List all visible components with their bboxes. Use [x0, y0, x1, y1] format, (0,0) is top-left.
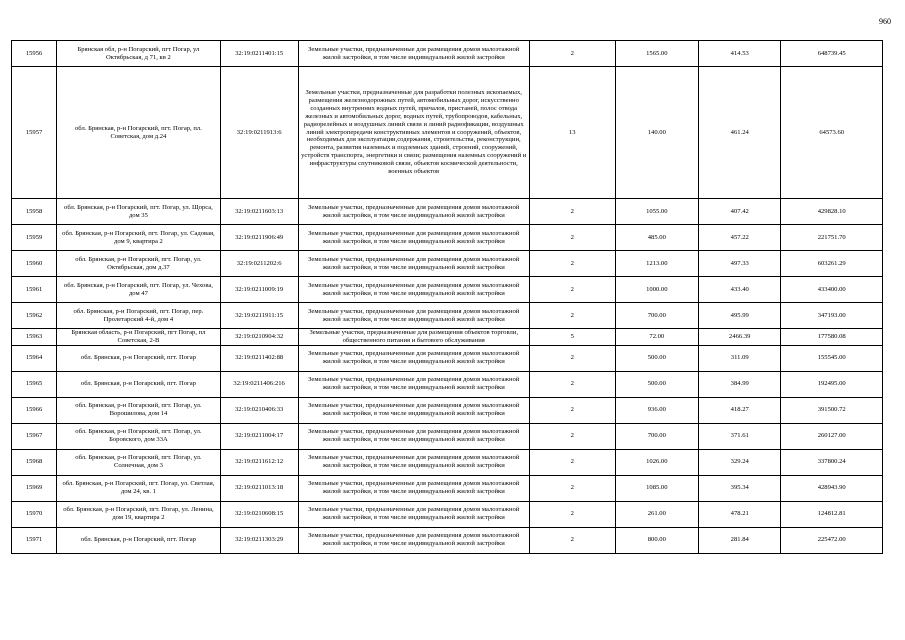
address-cell: обл. Брянская, р-н Погарский, пгт. Погар [57, 371, 221, 397]
area-cell: 500.00 [615, 371, 698, 397]
group-code-cell: 13 [529, 67, 615, 199]
specific-value-cell: 311.09 [699, 345, 781, 371]
area-cell: 261.00 [615, 501, 698, 527]
area-cell: 800.00 [615, 527, 698, 553]
group-code-cell: 2 [529, 251, 615, 277]
address-cell: обл. Брянская, р-н Погарский, пгт. Погар, ул. Боровского, дом 33А [57, 423, 221, 449]
table-row [12, 303, 883, 329]
group-code-cell: 2 [529, 303, 615, 329]
address-cell: обл. Брянская, р-н Погарский, пгт. Погар, ул. Октябрьская, дом д.37 [57, 251, 221, 277]
address-cell: обл. Брянская, р-н Погарский, пгт. Погар, ул. Солнечная, дом 3 [57, 449, 221, 475]
address-cell: обл. Брянская, р-н Погарский, пгт. Погар [57, 527, 221, 553]
table-row [12, 397, 883, 423]
land-use-cell: Земельные участки, предназначенные для размещения домов малоэтажной жилой застройки, в том числе индивидуальной жилой застройки [298, 225, 529, 251]
table-row [12, 449, 883, 475]
row-number-cell: 15962 [12, 303, 57, 329]
area-cell: 1565.00 [615, 41, 698, 67]
table-row [12, 251, 883, 277]
row-number-cell: 15969 [12, 475, 57, 501]
row-number-cell: 15958 [12, 199, 57, 225]
specific-value-cell: 407.42 [699, 199, 781, 225]
land-use-cell: Земельные участки, предназначенные для размещения домов малоэтажной жилой застройки, в том числе индивидуальной жилой застройки [298, 371, 529, 397]
address-cell: обл. Брянская, р-н Погарский, пгт. Погар, ул. Ворошилова, дом 14 [57, 397, 221, 423]
specific-value-cell: 418.27 [699, 397, 781, 423]
cadastral-number-cell: 32:19:0211013:18 [220, 475, 298, 501]
address-cell: обл. Брянская, р-н Погарский, пгт. Погар, ул. Чехова, дом 47 [57, 277, 221, 303]
table-row [12, 475, 883, 501]
cadastral-number-cell: 32:19:0211906:49 [220, 225, 298, 251]
table-row [12, 67, 883, 199]
area-cell: 1055.00 [615, 199, 698, 225]
group-code-cell: 2 [529, 449, 615, 475]
address-cell: обл. Брянская, р-н Погарский, пгт. Погар, пл. Советская, дом д.24 [57, 67, 221, 199]
table-row [12, 501, 883, 527]
cadastral-value-cell: 391500.72 [781, 397, 883, 423]
area-cell: 1213.00 [615, 251, 698, 277]
specific-value-cell: 414.53 [699, 41, 781, 67]
cadastral-value-cell: 192495.00 [781, 371, 883, 397]
area-cell: 500.00 [615, 345, 698, 371]
cadastral-value-cell: 603261.29 [781, 251, 883, 277]
land-registry-table [11, 40, 883, 554]
cadastral-number-cell: 32:19:0211303:29 [220, 527, 298, 553]
specific-value-cell: 384.99 [699, 371, 781, 397]
land-use-cell: Земельные участки, предназначенные для размещения домов малоэтажной жилой застройки, в том числе индивидуальной жилой застройки [298, 41, 529, 67]
group-code-cell: 2 [529, 397, 615, 423]
land-use-cell: Земельные участки, предназначенные для размещения домов малоэтажной жилой застройки, в том числе индивидуальной жилой застройки [298, 423, 529, 449]
table-row [12, 199, 883, 225]
land-use-cell: Земельные участки, предназначенные для разработки полезных ископаемых, размещения железнодорожных путей, автомобильных дорог, искусственно созданных внутренних водных путей, причалов, пристаней, полос отвода железных и автомобильных дорог, водных путей, трубопроводов, кабельных, радиорелейных и воздушных линий связи и линий радиофикации, воздушных линий электропередачи конструктивных элементов и сооружений, объектов, необходимых для эксплуатации,содержания, строительства, реконструкции, ремонта, развития наземных и подземных зданий, строений, сооружений, устройств транспорта, энергетики и связи; размещения наземных сооружений и инфраструктуры спутниковой связи, объектов космической деятельности, военных объектов [298, 67, 529, 199]
cadastral-value-cell: 337800.24 [781, 449, 883, 475]
address-cell: обл. Брянская, р-н Погарский, пгт. Погар, ул. Садовая, дом 9, квартира 2 [57, 225, 221, 251]
cadastral-number-cell: 32:19:0211913:6 [220, 67, 298, 199]
land-use-cell: Земельные участки, предназначенные для размещения домов малоэтажной жилой застройки, в том числе индивидуальной жилой застройки [298, 475, 529, 501]
cadastral-number-cell: 32:19:0211202:6 [220, 251, 298, 277]
land-use-cell: Земельные участки, предназначенные для размещения домов малоэтажной жилой застройки, в том числе индивидуальной жилой застройки [298, 199, 529, 225]
cadastral-number-cell: 32:19:0211402:88 [220, 345, 298, 371]
cadastral-value-cell: 429828.10 [781, 199, 883, 225]
land-use-cell: Земельные участки, предназначенные для размещения домов малоэтажной жилой застройки, в том числе индивидуальной жилой застройки [298, 345, 529, 371]
cadastral-value-cell: 347193.00 [781, 303, 883, 329]
row-number-cell: 15959 [12, 225, 57, 251]
cadastral-value-cell: 433400.00 [781, 277, 883, 303]
land-use-cell: Земельные участки, предназначенные для размещения домов малоэтажной жилой застройки, в том числе индивидуальной жилой застройки [298, 397, 529, 423]
specific-value-cell: 433.40 [699, 277, 781, 303]
cadastral-value-cell: 124812.81 [781, 501, 883, 527]
specific-value-cell: 478.21 [699, 501, 781, 527]
area-cell: 700.00 [615, 423, 698, 449]
cadastral-number-cell: 32:19:0211406:216 [220, 371, 298, 397]
table-body [12, 41, 883, 554]
group-code-cell: 2 [529, 277, 615, 303]
group-code-cell: 2 [529, 225, 615, 251]
cadastral-value-cell: 64573.60 [781, 67, 883, 199]
specific-value-cell: 495.99 [699, 303, 781, 329]
row-number-cell: 15961 [12, 277, 57, 303]
area-cell: 140.00 [615, 67, 698, 199]
address-cell: обл. Брянская, р-н Погарский, пгт. Погар [57, 345, 221, 371]
cadastral-number-cell: 32:19:0211004:17 [220, 423, 298, 449]
area-cell: 1085.00 [615, 475, 698, 501]
specific-value-cell: 497.33 [699, 251, 781, 277]
row-number-cell: 15971 [12, 527, 57, 553]
row-number-cell: 15956 [12, 41, 57, 67]
table-row [12, 277, 883, 303]
land-use-cell: Земельные участки, предназначенные для размещения домов малоэтажной жилой застройки, в том числе индивидуальной жилой застройки [298, 449, 529, 475]
area-cell: 1000.00 [615, 277, 698, 303]
address-cell: обл. Брянская, р-н Погарский, пгт. Погар, ул. Щорса, дом 35 [57, 199, 221, 225]
row-number-cell: 15964 [12, 345, 57, 371]
row-number-cell: 15966 [12, 397, 57, 423]
area-cell: 72.00 [615, 329, 698, 346]
group-code-cell: 2 [529, 345, 615, 371]
specific-value-cell: 395.34 [699, 475, 781, 501]
group-code-cell: 2 [529, 501, 615, 527]
cadastral-value-cell: 648739.45 [781, 41, 883, 67]
cadastral-value-cell: 428943.90 [781, 475, 883, 501]
table-row [12, 225, 883, 251]
land-use-cell: Земельные участки, предназначенные для размещения домов малоэтажной жилой застройки, в том числе индивидуальной жилой застройки [298, 527, 529, 553]
row-number-cell: 15960 [12, 251, 57, 277]
address-cell: обл. Брянская, р-н Погарский, пгт. Погар, пер. Пролетарский 4-й, дом 4 [57, 303, 221, 329]
cadastral-number-cell: 32:19:0211911:15 [220, 303, 298, 329]
table-row [12, 329, 883, 346]
table-row [12, 41, 883, 67]
area-cell: 1026.00 [615, 449, 698, 475]
row-number-cell: 15957 [12, 67, 57, 199]
cadastral-value-cell: 221751.70 [781, 225, 883, 251]
group-code-cell: 2 [529, 371, 615, 397]
address-cell: обл. Брянская, р-н Погарский, пгт. Погар, ул. Светлая, дом 24, кв. 1 [57, 475, 221, 501]
cadastral-number-cell: 32:19:0211603:13 [220, 199, 298, 225]
land-use-cell: Земельные участки, предназначенные для размещения домов малоэтажной жилой застройки, в том числе индивидуальной жилой застройки [298, 501, 529, 527]
table-row [12, 527, 883, 553]
cadastral-number-cell: 32:19:0210904:32 [220, 329, 298, 346]
cadastral-number-cell: 32:19:0210608:15 [220, 501, 298, 527]
area-cell: 700.00 [615, 303, 698, 329]
cadastral-number-cell: 32:19:0211612:12 [220, 449, 298, 475]
group-code-cell: 2 [529, 527, 615, 553]
group-code-cell: 2 [529, 423, 615, 449]
row-number-cell: 15963 [12, 329, 57, 346]
area-cell: 936.00 [615, 397, 698, 423]
table-row [12, 371, 883, 397]
cadastral-number-cell: 32:19:0211009:19 [220, 277, 298, 303]
group-code-cell: 5 [529, 329, 615, 346]
row-number-cell: 15970 [12, 501, 57, 527]
address-cell: Брянская область, р-н Погарский, пгт Погар, пл Советская, 2-В [57, 329, 221, 346]
table-row [12, 423, 883, 449]
table-row [12, 345, 883, 371]
land-use-cell: Земельные участки, предназначенные для размещения объектов торговли, общественного питания и бытового обслуживания [298, 329, 529, 346]
area-cell: 485.00 [615, 225, 698, 251]
specific-value-cell: 371.61 [699, 423, 781, 449]
cadastral-value-cell: 260127.00 [781, 423, 883, 449]
land-use-cell: Земельные участки, предназначенные для размещения домов малоэтажной жилой застройки, в том числе индивидуальной жилой застройки [298, 251, 529, 277]
land-use-cell: Земельные участки, предназначенные для размещения домов малоэтажной жилой застройки, в том числе индивидуальной жилой застройки [298, 277, 529, 303]
row-number-cell: 15968 [12, 449, 57, 475]
page-number: 960 [879, 17, 891, 26]
specific-value-cell: 461.24 [699, 67, 781, 199]
group-code-cell: 2 [529, 475, 615, 501]
address-cell: Брянская обл, р-н Погарский, пгт Погар, ул Октябрьская, д 71, кв 2 [57, 41, 221, 67]
land-use-cell: Земельные участки, предназначенные для размещения домов малоэтажной жилой застройки, в том числе индивидуальной жилой застройки [298, 303, 529, 329]
group-code-cell: 2 [529, 41, 615, 67]
cadastral-number-cell: 32:19:0211401:15 [220, 41, 298, 67]
specific-value-cell: 329.24 [699, 449, 781, 475]
specific-value-cell: 457.22 [699, 225, 781, 251]
cadastral-value-cell: 225472.00 [781, 527, 883, 553]
cadastral-number-cell: 32:19:0210406:33 [220, 397, 298, 423]
row-number-cell: 15965 [12, 371, 57, 397]
address-cell: обл. Брянская, р-н Погарский, пгт. Погар, ул. Ленина, дом 19, квартира 2 [57, 501, 221, 527]
cadastral-value-cell: 155545.00 [781, 345, 883, 371]
cadastral-value-cell: 177580.08 [781, 329, 883, 346]
group-code-cell: 2 [529, 199, 615, 225]
row-number-cell: 15967 [12, 423, 57, 449]
specific-value-cell: 2466.39 [699, 329, 781, 346]
specific-value-cell: 281.84 [699, 527, 781, 553]
